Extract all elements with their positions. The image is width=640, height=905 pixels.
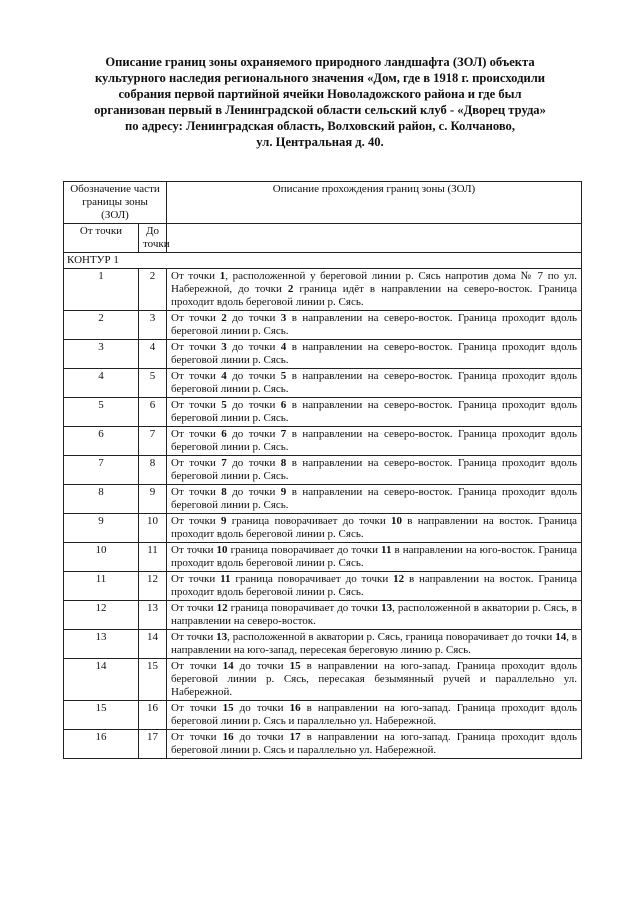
description-cell: От точки 16 до точки 17 в направлении на юго-запад. Граница проходит вдоль береговой линии р. Сясь и параллельно ул. Набережной. <box>167 730 582 759</box>
from-point-cell: 2 <box>64 311 139 340</box>
to-point-cell: 10 <box>139 514 167 543</box>
table-row <box>64 398 582 427</box>
header-description: Описание прохождения границ зоны (ЗОЛ) <box>167 182 582 224</box>
table-row <box>64 701 582 730</box>
description-cell: От точки 7 до точки 8 в направлении на северо-восток. Граница проходит вдоль береговой линии р. Сясь. <box>167 456 582 485</box>
to-point-cell: 4 <box>139 340 167 369</box>
to-point-cell: 5 <box>139 369 167 398</box>
title-line: организован первый в Ленинградской области сельский клуб - «Дворец труда» <box>94 103 546 117</box>
from-point-cell: 8 <box>64 485 139 514</box>
description-cell: От точки 6 до точки 7 в направлении на северо-восток. Граница проходит вдоль береговой линии р. Сясь. <box>167 427 582 456</box>
title-line: по адресу: Ленинградская область, Волховский район, с. Колчаново, <box>125 119 515 133</box>
table-row <box>64 456 582 485</box>
description-cell: От точки 12 граница поворачивает до точки 13, расположенной в акватории р. Сясь, в направлении на северо-восток. <box>167 601 582 630</box>
description-cell: От точки 15 до точки 16 в направлении на юго-запад. Граница проходит вдоль береговой линии р. Сясь и параллельно ул. Набережной. <box>167 701 582 730</box>
from-point-cell: 5 <box>64 398 139 427</box>
to-point-cell: 15 <box>139 659 167 701</box>
title-line: собрания первой партийной ячейки Новоладожского района и где был <box>118 87 522 101</box>
description-cell: От точки 11 граница поворачивает до точки 12 в направлении на восток. Граница проходит вдоль береговой линии р. Сясь. <box>167 572 582 601</box>
from-point-cell: 14 <box>64 659 139 701</box>
table-row <box>64 369 582 398</box>
to-point-cell: 8 <box>139 456 167 485</box>
table-row <box>64 485 582 514</box>
header-to: До точки <box>139 224 167 253</box>
description-cell: От точки 9 граница поворачивает до точки 10 в направлении на восток. Граница проходит вдоль береговой линии р. Сясь. <box>167 514 582 543</box>
contour-row <box>64 253 582 269</box>
to-point-cell: 3 <box>139 311 167 340</box>
table-row <box>64 427 582 456</box>
title-line: Описание границ зоны охраняемого природного ландшафта (ЗОЛ) объекта <box>105 55 535 69</box>
table-row <box>64 601 582 630</box>
contour-label: КОНТУР 1 <box>64 253 582 269</box>
from-point-cell: 16 <box>64 730 139 759</box>
table-row <box>64 514 582 543</box>
to-point-cell: 9 <box>139 485 167 514</box>
from-point-cell: 10 <box>64 543 139 572</box>
header-from: От точки <box>64 224 139 253</box>
from-point-cell: 4 <box>64 369 139 398</box>
from-point-cell: 12 <box>64 601 139 630</box>
description-cell: От точки 2 до точки 3 в направлении на северо-восток. Граница проходит вдоль береговой линии р. Сясь. <box>167 311 582 340</box>
table-row <box>64 572 582 601</box>
header-empty <box>167 224 582 253</box>
from-point-cell: 9 <box>64 514 139 543</box>
from-point-cell: 6 <box>64 427 139 456</box>
to-point-cell: 13 <box>139 601 167 630</box>
table-row <box>64 659 582 701</box>
table-row <box>64 543 582 572</box>
to-point-cell: 14 <box>139 630 167 659</box>
from-point-cell: 7 <box>64 456 139 485</box>
description-cell: От точки 14 до точки 15 в направлении на юго-запад. Граница проходит вдоль береговой линии р. Сясь, пересакая безымянный ручей и параллельно ул. Набережной. <box>167 659 582 701</box>
table-row <box>64 340 582 369</box>
to-point-cell: 11 <box>139 543 167 572</box>
title-line: ул. Центральная д. 40. <box>256 135 384 149</box>
description-cell: От точки 1, расположенной у береговой линии р. Сясь напротив дома № 7 по ул. Набережной, до точки 2 граница идёт в направлении на северо-восток. Граница проходит вдоль береговой линии р. Сясь. <box>167 269 582 311</box>
to-point-cell: 7 <box>139 427 167 456</box>
from-point-cell: 1 <box>64 269 139 311</box>
to-point-cell: 12 <box>139 572 167 601</box>
from-point-cell: 15 <box>64 701 139 730</box>
table-header-row <box>64 182 582 224</box>
from-point-cell: 3 <box>64 340 139 369</box>
description-cell: От точки 5 до точки 6 в направлении на северо-восток. Граница проходит вдоль береговой линии р. Сясь. <box>167 398 582 427</box>
from-point-cell: 13 <box>64 630 139 659</box>
table-row <box>64 311 582 340</box>
from-point-cell: 11 <box>64 572 139 601</box>
table-row <box>64 730 582 759</box>
to-point-cell: 6 <box>139 398 167 427</box>
description-cell: От точки 8 до точки 9 в направлении на северо-восток. Граница проходит вдоль береговой линии р. Сясь. <box>167 485 582 514</box>
table-subheader-row <box>64 224 582 253</box>
title-line: культурного наследия регионального значения «Дом, где в 1918 г. происходили <box>94 71 546 85</box>
to-point-cell: 16 <box>139 701 167 730</box>
header-designation: Обозначение части границы зоны (ЗОЛ) <box>64 182 167 224</box>
table-row <box>64 269 582 311</box>
description-cell: От точки 3 до точки 4 в направлении на северо-восток. Граница проходит вдоль береговой линии р. Сясь. <box>167 340 582 369</box>
description-cell: От точки 4 до точки 5 в направлении на северо-восток. Граница проходит вдоль береговой линии р. Сясь. <box>167 369 582 398</box>
document-title <box>40 54 600 150</box>
to-point-cell: 2 <box>139 269 167 311</box>
description-cell: От точки 13, расположенной в акватории р. Сясь, граница поворачивает до точки 14, в направлении на юго-запад, пересекая береговую линию р. Сясь. <box>167 630 582 659</box>
boundary-table <box>63 181 582 759</box>
to-point-cell: 17 <box>139 730 167 759</box>
description-cell: От точки 10 граница поворачивает до точки 11 в направлении на юго-восток. Граница проходит вдоль береговой линии р. Сясь. <box>167 543 582 572</box>
table-row <box>64 630 582 659</box>
